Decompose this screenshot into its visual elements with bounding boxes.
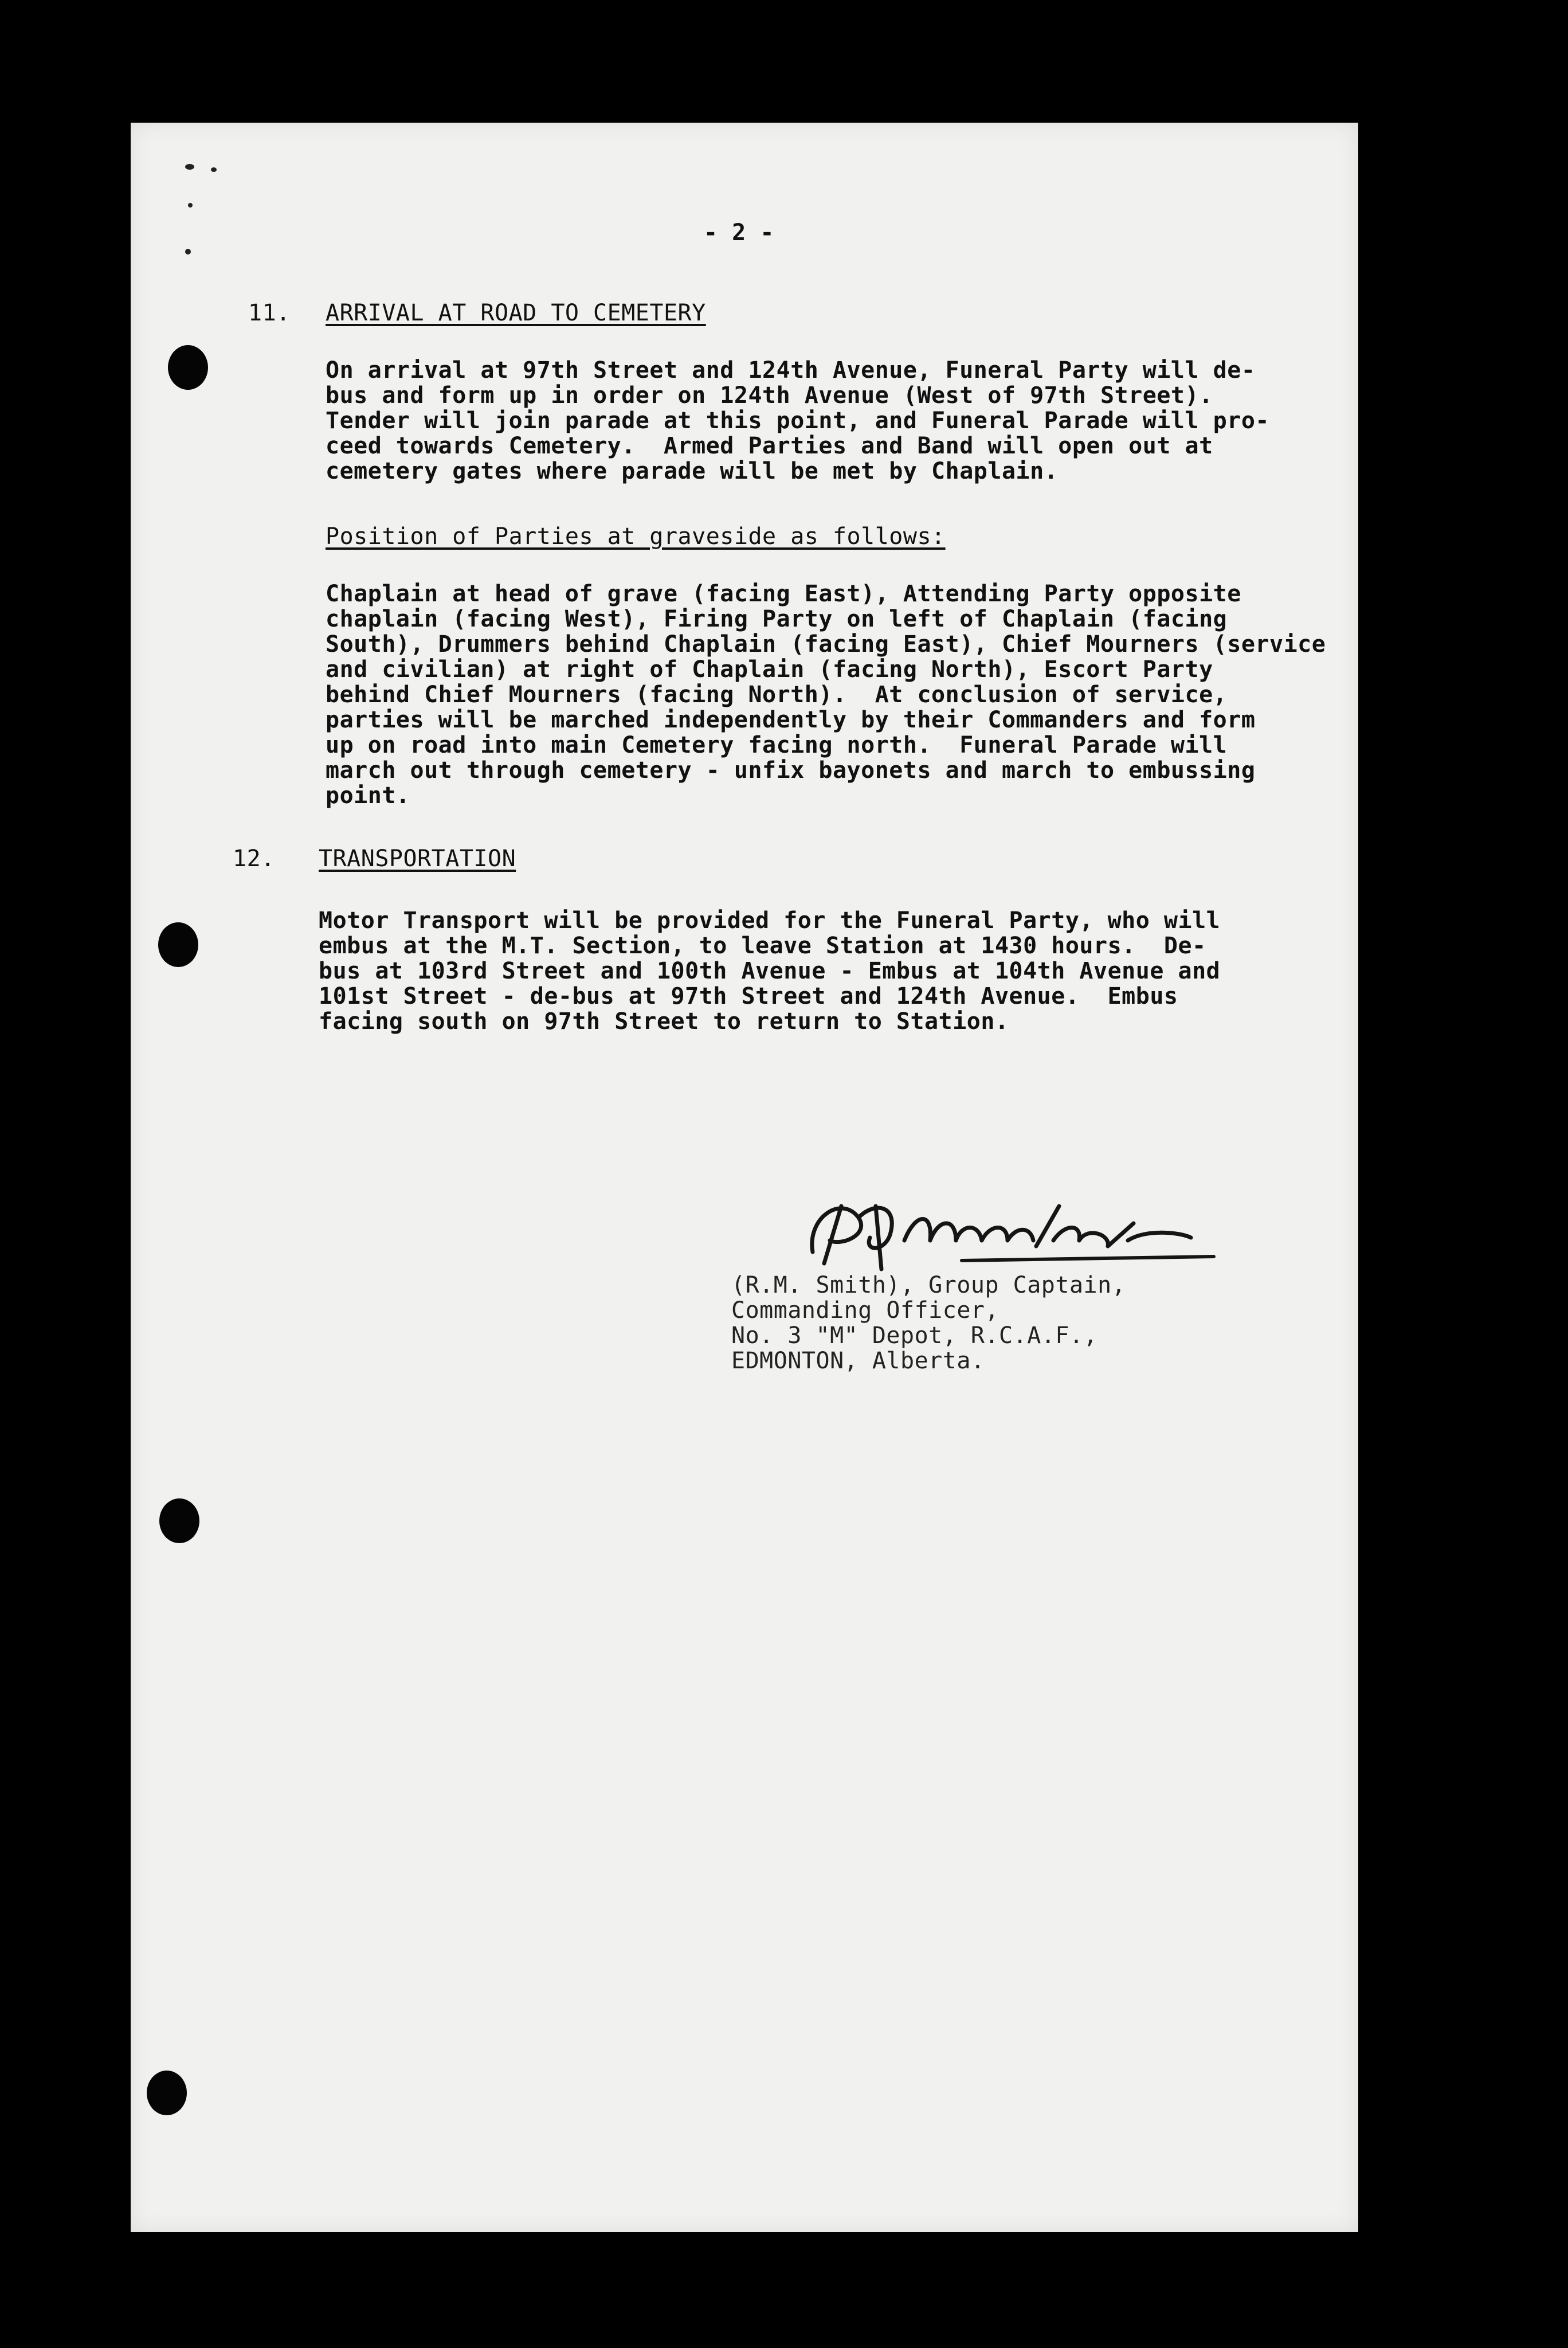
paragraph-line: On arrival at 97th Street and 124th Avenue, Funeral Party will de- [326, 357, 1256, 383]
signatory-name: (R.M. Smith), Group Captain, [731, 1272, 1126, 1298]
paragraph-line: facing south on 97th Street to return to Station. [319, 1008, 1009, 1035]
signatory-location: EDMONTON, Alberta. [731, 1348, 985, 1374]
paragraph-line: South), Drummers behind Chaplain (facing East), Chief Mourners (service [326, 631, 1326, 658]
document-page [131, 123, 1358, 2232]
paragraph-line: 101st Street - de-bus at 97th Street and 124th Avenue. Embus [319, 983, 1178, 1009]
section-heading: TRANSPORTATION [319, 846, 516, 872]
signatory-unit: No. 3 "M" Depot, R.C.A.F., [731, 1322, 1098, 1349]
paragraph-line: Chaplain at head of grave (facing East), Attending Party opposite [326, 581, 1241, 607]
handwritten-signature [790, 1183, 1237, 1286]
paragraph-line: cemetery gates where parade will be met by Chaplain. [326, 458, 1059, 484]
section-number: 11. [248, 300, 291, 326]
section-number: 12. [233, 846, 275, 872]
subheading: Position of Parties at graveside as follows: [326, 523, 946, 550]
ink-speck [185, 249, 191, 255]
paragraph-line: point. [326, 782, 410, 809]
paragraph-line: behind Chief Mourners (facing North). At conclusion of service, [326, 682, 1228, 708]
paragraph-line: Motor Transport will be provided for the Funeral Party, who will [319, 907, 1221, 934]
section-heading: ARRIVAL AT ROAD TO CEMETERY [326, 300, 706, 326]
paragraph-line: embus at the M.T. Section, to leave Station at 1430 hours. De- [319, 933, 1206, 959]
signatory-title: Commanding Officer, [731, 1297, 999, 1324]
paragraph-line: up on road into main Cemetery facing north. Funeral Parade will [326, 732, 1228, 758]
punch-hole-bottom [147, 2071, 187, 2115]
punch-hole-middle [158, 922, 198, 967]
paragraph-line: parties will be marched independently by their Commanders and form [326, 707, 1256, 733]
ink-speck [211, 167, 217, 172]
page-number: - 2 - [704, 220, 774, 246]
paragraph-line: bus and form up in order on 124th Avenue (West of 97th Street). [326, 382, 1213, 409]
paragraph-line: Tender will join parade at this point, and Funeral Parade will pro- [326, 408, 1269, 434]
punch-hole-top [168, 345, 208, 390]
paragraph-line: bus at 103rd Street and 100th Avenue - Embus at 104th Avenue and [319, 958, 1221, 984]
ink-speck [188, 203, 193, 208]
ink-speck [185, 164, 194, 170]
paragraph-line: chaplain (facing West), Firing Party on left of Chaplain (facing [326, 606, 1228, 632]
paragraph-line: ceed towards Cemetery. Armed Parties and Band will open out at [326, 433, 1213, 459]
paragraph-line: march out through cemetery - unfix bayonets and march to embussing [326, 757, 1256, 784]
paragraph-line: and civilian) at right of Chaplain (facing North), Escort Party [326, 656, 1213, 683]
punch-hole-lower [159, 1498, 199, 1543]
